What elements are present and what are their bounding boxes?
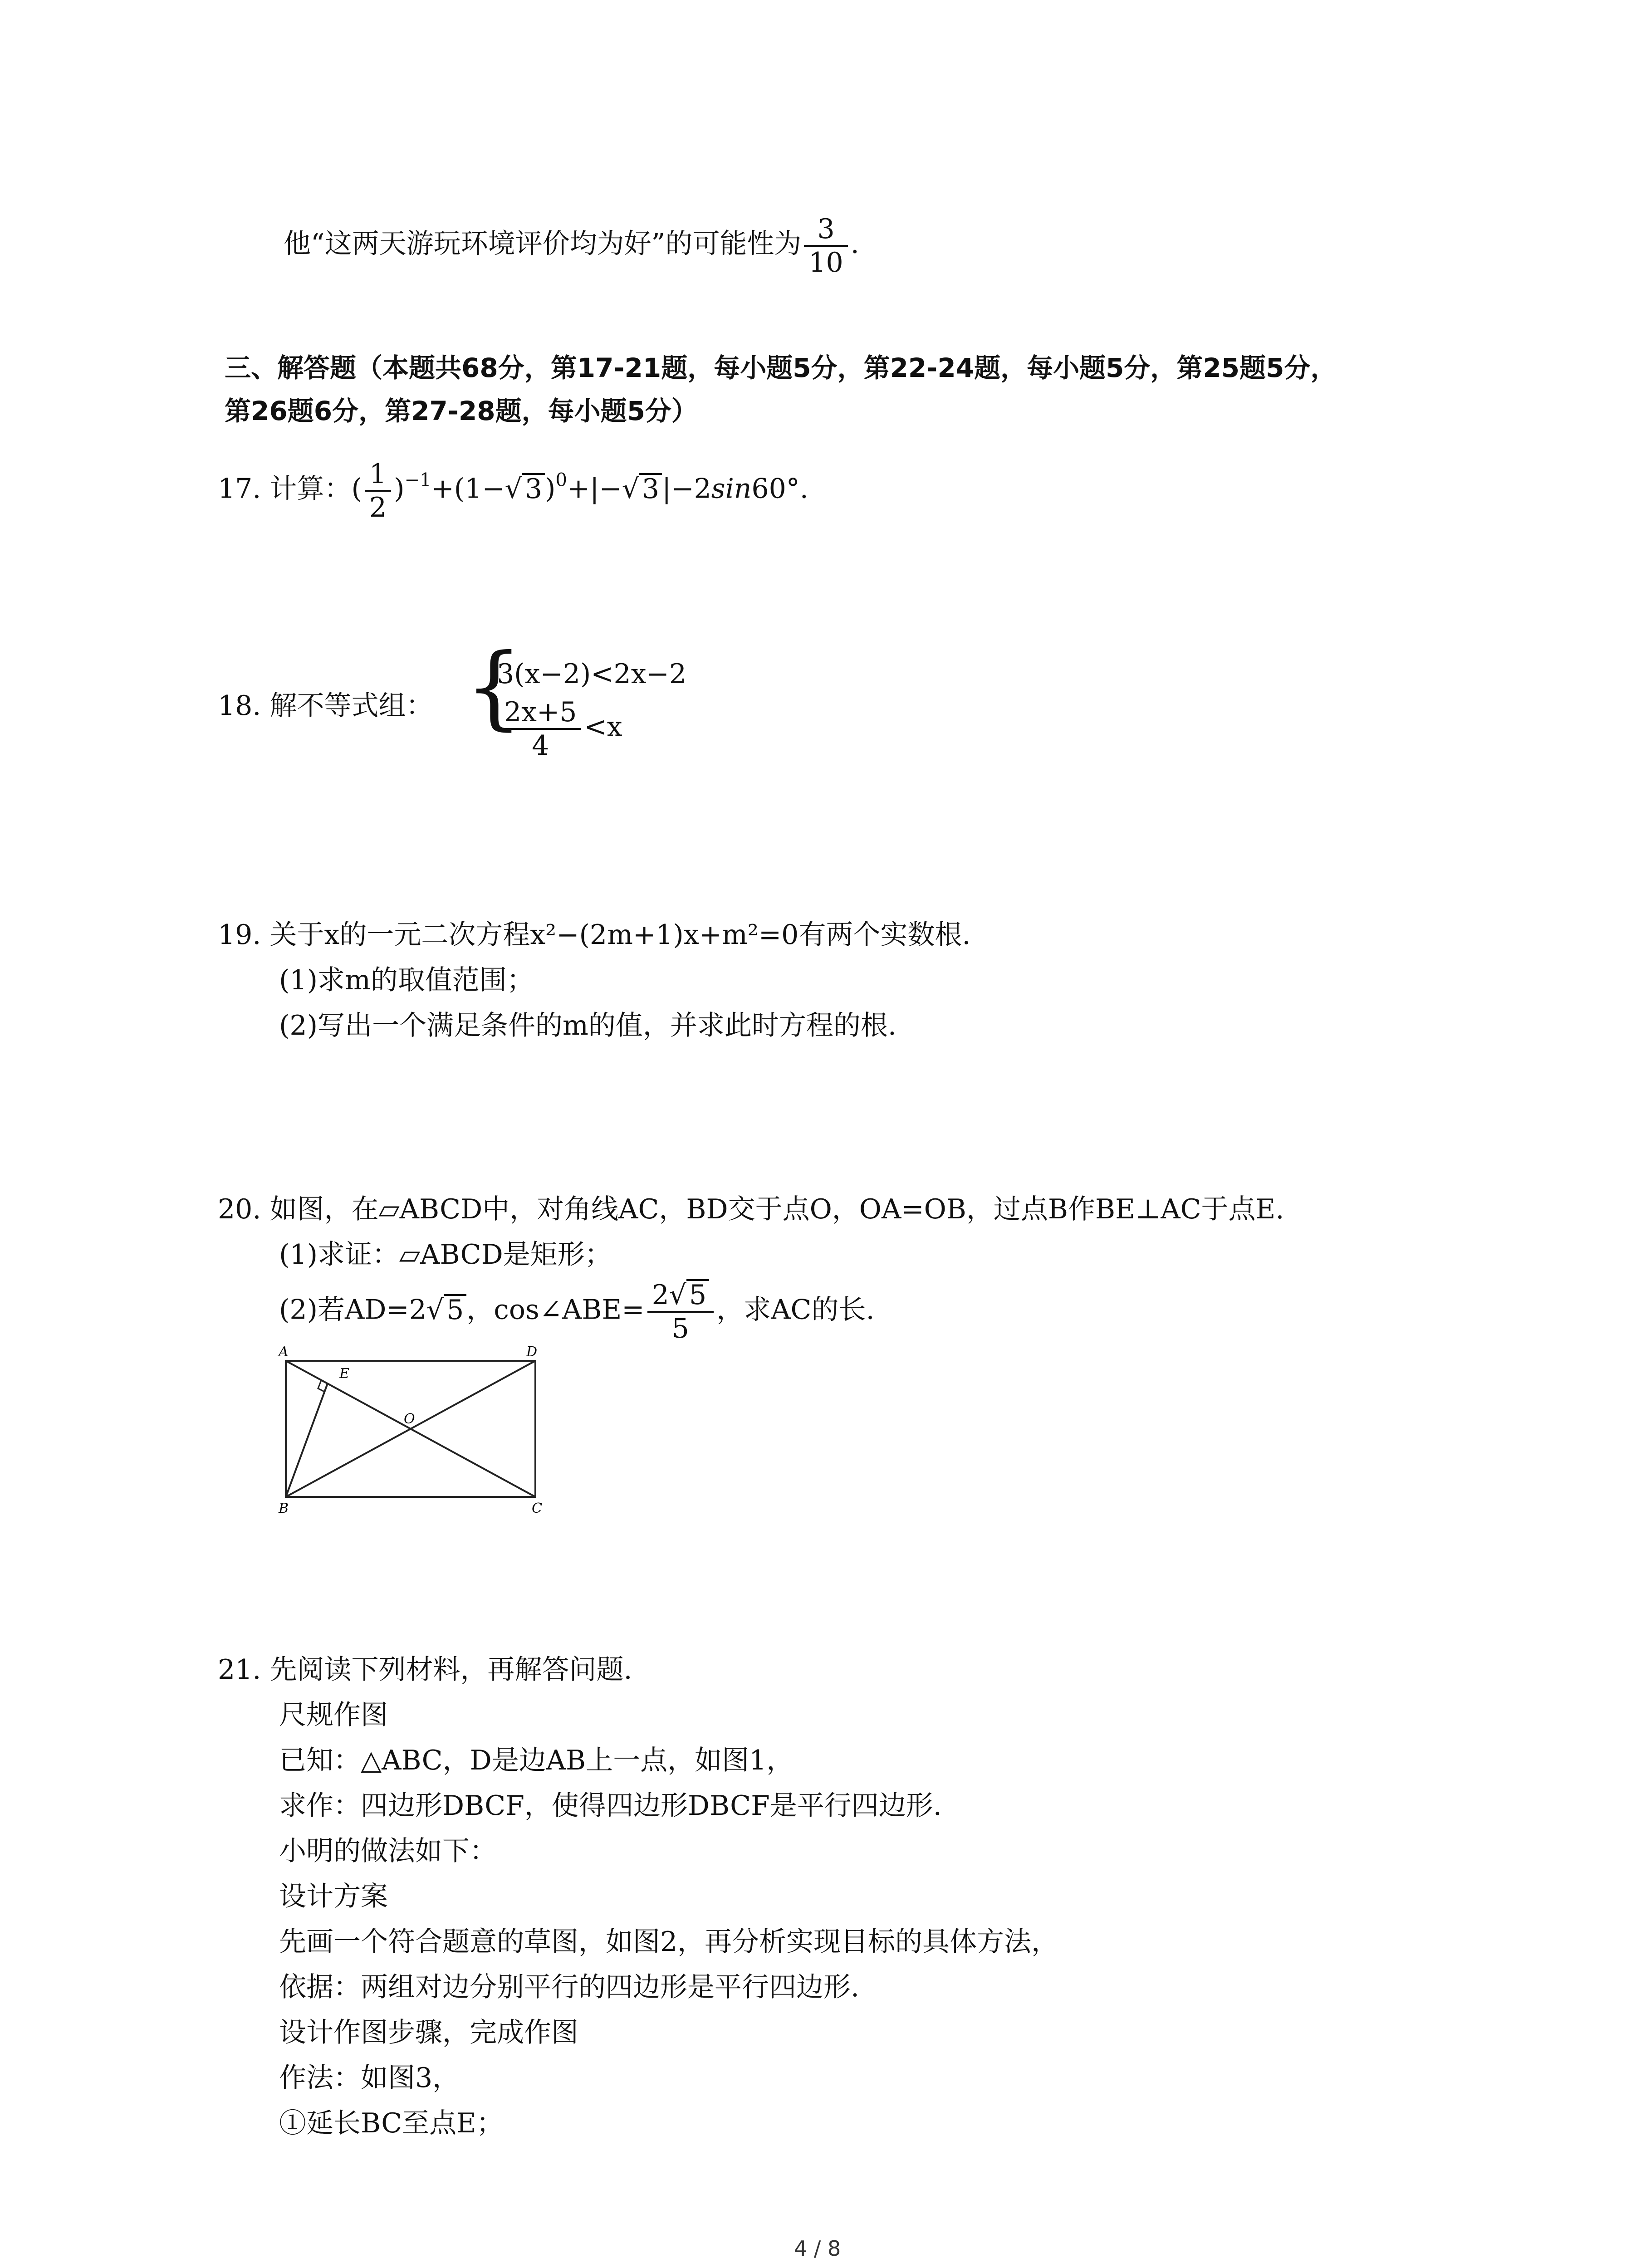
q20-fraction: $\frac{2√ 5}{5}$ (647, 1279, 714, 1344)
q16-tail-line (284, 213, 859, 279)
q21-line-1: 尺规作图 (279, 1699, 388, 1731)
q19-sub2: (2)写出一个满足条件的m的值，并求此时方程的根. (279, 1010, 896, 1041)
q16-text: 他“这两天游玩环境评价均为好”的可能性为 (284, 228, 802, 260)
q17-sqrt1: √ 3 (505, 473, 545, 505)
q21-line-3: 求作：四边形DBCF，使得四边形DBCF是平行四边形. (279, 1790, 942, 1822)
q16-end: . (850, 228, 859, 260)
q21-line-9: 作法：如图3， (279, 2062, 460, 2094)
q20-segment-be (286, 1383, 328, 1497)
q17-sin: sin (711, 473, 752, 505)
q21-line-8: 设计作图步骤，完成作图 (279, 2017, 578, 2048)
q21-line-6: 先画一个符合题意的草图，如图2，再分析实现目标的具体方法， (279, 1926, 1059, 1958)
q20-label-o: O (404, 1411, 415, 1427)
q17-prefix: 17. 计算：( (218, 473, 362, 505)
q17-fraction (365, 458, 391, 523)
q16-frac-num: 3 (804, 213, 847, 247)
section3-heading-line1: 三、解答题（本题共68分，第17-21题，每小题5分，第22-24题，每小题5分，第25题5分， (225, 352, 1337, 383)
q17-sqrt2: √ 3 (622, 473, 662, 505)
q17-line: 17. 计算：( $\frac{1}{2}$ )$^{-1}$+(1−√ 3 )$^0$+|−√ 3 |−2sin60°. (218, 458, 808, 523)
q21-line-5: 设计方案 (279, 1881, 388, 1912)
q20-sub1: (1)求证：▱ABCD是矩形； (279, 1239, 612, 1271)
q21-line-0: 21. 先阅读下列材料，再解答问题. (218, 1654, 632, 1686)
q21-line-10: ①延长BC至点E； (279, 2107, 504, 2139)
q20-label-a: A (279, 1344, 289, 1360)
q18-prefix: 18. 解不等式组： (218, 690, 433, 722)
q18-fraction: $\frac{2x+5}{4}$ (500, 696, 581, 762)
q19-main: 19. 关于x的一元二次方程x²−(2m+1)x+m²=0有两个实数根. (218, 919, 971, 951)
q20-label-c: C (532, 1501, 542, 1516)
q17-exp1: −1 (404, 469, 431, 491)
q20-rectangle-figure (272, 1343, 554, 1520)
q21-line-2: 已知：△ABC，D是边AB上一点，如图1， (279, 1745, 794, 1776)
q18-brace: { (465, 634, 523, 740)
q20-label-b: B (279, 1501, 289, 1516)
q17-frac-den: 2 (369, 492, 387, 523)
q21-line-7: 依据：两组对边分别平行的四边形是平行四边形. (279, 1971, 860, 2003)
q17-exp2: 0 (555, 469, 567, 491)
q20-main: 20. 如图，在▱ABCD中，对角线AC，BD交于点O，OA=OB，过点B作BE⊥AC于点E. (218, 1193, 1284, 1225)
q17-part2: +(1− (431, 473, 505, 505)
q18-ineq2: $\frac{2x+5}{4}$ <x (497, 696, 622, 762)
q17-frac-num: 1 (365, 458, 391, 492)
q21-line-4: 小明的做法如下： (279, 1835, 497, 1867)
page-number: 4 / 8 (794, 2236, 841, 2261)
section3-heading-line2: 第26题6分，第27-28题，每小题5分） (225, 396, 698, 426)
q20-label-e: E (339, 1366, 349, 1382)
q20-sub2: (2)若AD=2√ 5 ，cos∠ABE= $\frac{2√ 5}{5}$ ，求AC的长. (279, 1279, 875, 1344)
q18-ineq1: 3(x−2)<2x−2 (497, 658, 687, 690)
q16-frac-den: 10 (808, 247, 843, 279)
q16-fraction (804, 213, 847, 279)
q19-sub1: (1)求m的取值范围； (279, 964, 534, 996)
q20-label-d: D (526, 1344, 538, 1360)
